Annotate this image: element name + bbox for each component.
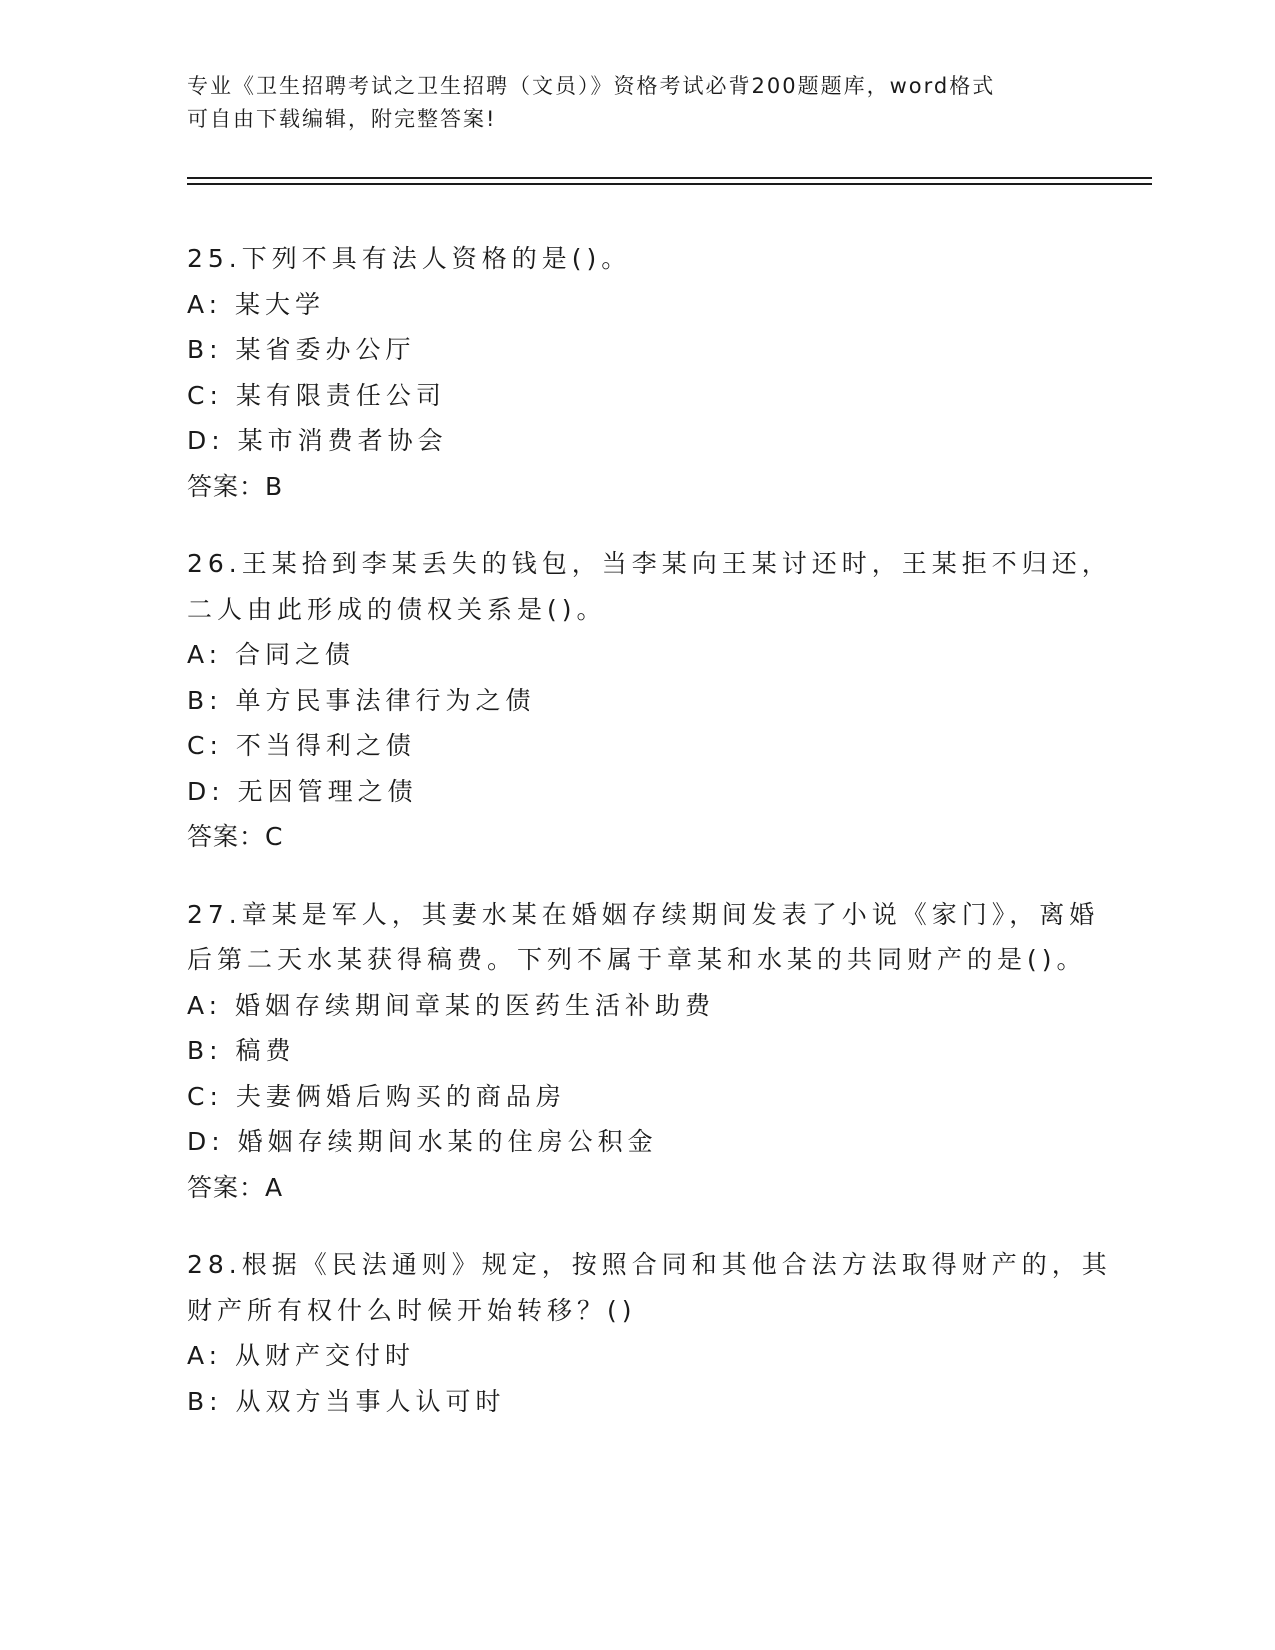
answer: 答案：B [187,471,284,501]
option-d: D: 婚姻存续期间水某的住房公积金 [187,1127,658,1156]
option-b: B: 某省委办公厅 [187,335,416,364]
question-stem-cont: 后第二天水某获得稿费。下列不属于章某和水某的共同财产的是()。 [187,945,1087,974]
question-28 [187,1242,1112,1424]
question-27 [187,892,1100,1211]
option-d: D: 无因管理之债 [187,776,418,806]
option-a: A: 婚姻存续期间章某的医药生活补助费 [187,990,716,1020]
option-b: B: 单方民事法律行为之债 [187,685,536,715]
option-a: A: 从财产交付时 [187,1341,416,1370]
option-c: C: 夫妻俩婚后购买的商品房 [187,1081,566,1111]
question-26 [187,541,1112,860]
header-rule-bottom [187,183,1152,185]
answer: 答案：C [187,822,284,851]
option-b: B: 从双方当事人认可时 [187,1386,506,1416]
question-stem: 26.王某拾到李某丢失的钱包，当李某向王某讨还时，王某拒不归还， [187,549,1112,578]
question-25 [187,236,1087,509]
question-list [187,236,1112,1456]
option-a: A: 合同之债 [187,640,356,669]
header-line-2: 可自由下载编辑，附完整答案! [187,107,497,131]
question-stem: 25.下列不具有法人资格的是()。 [187,244,632,273]
header-line-1: 专业《卫生招聘考试之卫生招聘（文员）》资格考试必背200题题库，word格式 [187,74,996,98]
option-c: C: 某有限责任公司 [187,380,446,410]
question-stem: 27.章某是军人，其妻水某在婚姻存续期间发表了小说《家门》，离婚 [187,899,1100,929]
option-b: B: 稿费 [187,1036,296,1065]
option-c: C: 不当得利之债 [187,731,416,760]
option-a: A: 某大学 [187,289,326,319]
question-stem: 28.根据《民法通则》规定，按照合同和其他合法方法取得财产的，其 [187,1250,1112,1279]
answer: 答案：A [187,1172,284,1202]
header-rule-top [187,177,1152,179]
question-stem-cont: 财产所有权什么时候开始转移？() [187,1295,637,1325]
option-d: D: 某市消费者协会 [187,426,448,455]
document-header [187,70,1067,136]
question-stem-cont: 二人由此形成的债权关系是()。 [187,594,607,624]
